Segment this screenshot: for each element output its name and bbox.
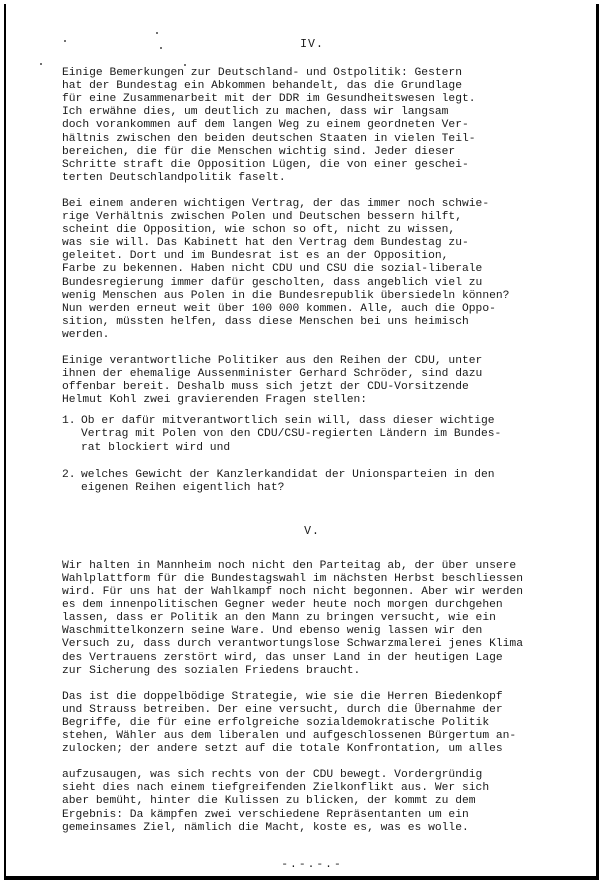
list-item-text: Ob er dafür mitverantwortlich sein will, dass dieser wichtige Vertrag mit Polen von den CDU/CSU-regierten Ländern im Bundes- rat blockiert wird und (81, 415, 502, 454)
section-heading-iv: IV. (300, 38, 324, 51)
list-item-number: 2. (62, 468, 76, 481)
paragraph: Bei einem anderen wichtigen Vertrag, der das immer noch schwie- rige Verhältnis zwischen Polen und Deutschen bessern hilft, scheint die Opposition, wie schon so oft, nicht zu wissen, was sie will. Das Kabinett hat den Vertrag dem Bundestag zu- geleitet. Dort und im Bundesrat ist es an der Opposition, Farbe zu bekennen. Haben nicht CDU und CSU die sozial-liberale Bundesregierung immer dafür gescholten, dass angeblich viel zu wenig Menschen aus Polen in die Bundesrepublik übersiedeln können? Nun werden erneut weit über 100 000 kommen. Alle, auch die Oppo- sition, müssten helfen, dass diese Menschen bei uns heimisch werden. (62, 197, 510, 341)
end-mark: -.-.-.- (281, 858, 343, 871)
paragraph: Das ist die doppelbödige Strategie, wie sie die Herren Biedenkopf und Strauss betreiben. Der eine versucht, durch die Übernahme der Begriffe, die für eine erfolgreiche sozialdemokratische Politik stehen, Wähler aus dem liberalen und aufgeschlossenen Bürgertum an- zulocken; der andere setzt auf die totale Konfrontation, um alles (62, 690, 517, 756)
list-item (62, 415, 562, 454)
scan-speck (156, 32, 158, 34)
paragraph: aufzusaugen, was sich rechts von der CDU bewegt. Vordergründig sieht dies nach einem tiefgreifenden Zielkonflikt aus. Wer sich aber bemüht, hinter die Kulissen zu blicken, der kommt zu dem Ergebnis: Da kämpfen zwei verschiedene Repräsentanten um ein gemeinsames Ziel, nämlich die Macht, koste es, was es wolle. (62, 769, 490, 834)
list-item-number: 1. (62, 415, 76, 428)
paragraph: Einige verantwortliche Politiker aus den Reihen der CDU, unter ihnen der ehemalige Aussenminister Gerhard Schröder, sind dazu offenbar bereit. Deshalb muss sich jetzt der CDU-Vorsitzende Helmut Kohl zwei gravierenden Fragen stellen: (62, 354, 483, 407)
question-list (62, 415, 562, 494)
section-heading-v: V. (304, 524, 320, 538)
list-item-text: welches Gewicht der Kanzlerkandidat der Unionsparteien in den eigenen Reihen eigentlich hat? (81, 468, 495, 494)
paragraph: Einige Bemerkungen zur Deutschland- und Ostpolitik: Gestern hat der Bundestag ein Abkommen behandelt, das die Grundlage für eine Zusammenarbeit mit der DDR im Gesundheitswesen legt. Ich erwähne dies, um deutlich zu machen, dass wir langsam doch vorankommen auf dem langen Weg zu einem geordneten Ver- hältnis zwischen den beiden deutschen Staaten in vielen Teil- bereichen, die für die Menschen wichtig sind. Jeder dieser Schritte straft die Opposition Lügen, die von einer geschei- terten Deutschlandpolitik faselt. (62, 67, 476, 184)
scan-speck (40, 63, 42, 65)
document-page (62, 38, 562, 872)
paragraph: Wir halten in Mannheim noch nicht den Parteitag ab, der über unsere Wahlplattform für die Bundestagswahl im nächsten Herbst beschliessen wird. Für uns hat der Wahlkampf noch nicht begonnen. Aber wir werden es dem innenpolitischen Gegner weder heute noch morgen durchgehen lassen, dass er Politik an den Mann zu bringen versucht, wie ein Waschmittelkonzern seine Ware. Und ebenso wenig lassen wir den Versuch zu, dass durch verantwortungslose Schwarzmalerei jenes Klima des Vertrauens zerstört wird, das unser Land in der heutigen Lage zur Sicherung des sozialen Friedens braucht. (62, 559, 523, 677)
list-item (62, 469, 562, 495)
